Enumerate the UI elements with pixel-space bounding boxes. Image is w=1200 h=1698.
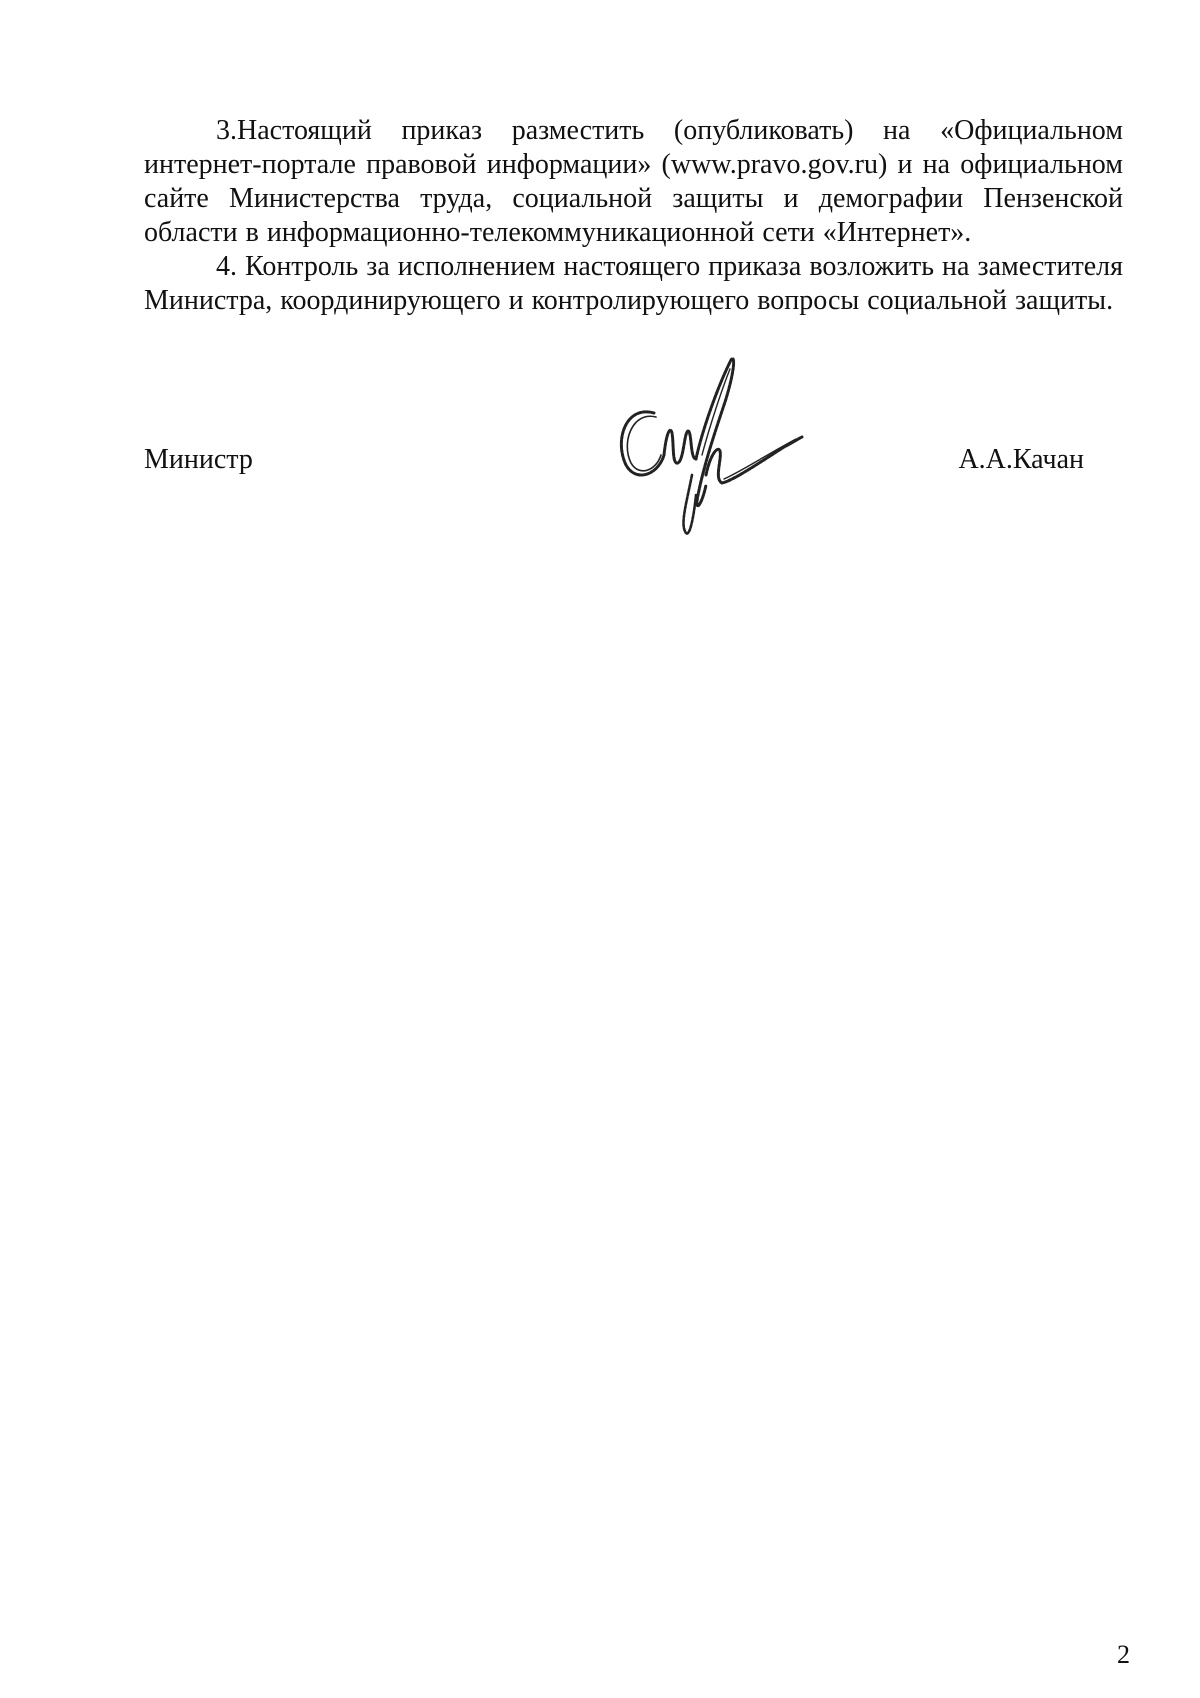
- paragraph-publication: 3.Настоящий приказ разместить (опубликовать) на «Официальном интернет-портале правовой информации» (www.pravo.gov.ru) и на официальном сайте Министерства труда, социальной защиты и демографии Пензенской области в информационно-телекоммуникационной сети «Интернет».: [144, 115, 1123, 248]
- document-body: [144, 114, 1123, 318]
- handwritten-signature-icon: [606, 355, 816, 565]
- signatory-title: Министр: [144, 444, 253, 475]
- paragraph-control: 4. Контроль за исполнением настоящего приказа возложить на заместителя Министра, координирующего и контролирующего вопросы социальной защиты.: [144, 251, 1123, 316]
- page-number: 2: [1117, 1640, 1130, 1669]
- signatory-name: А.А.Качан: [958, 444, 1084, 475]
